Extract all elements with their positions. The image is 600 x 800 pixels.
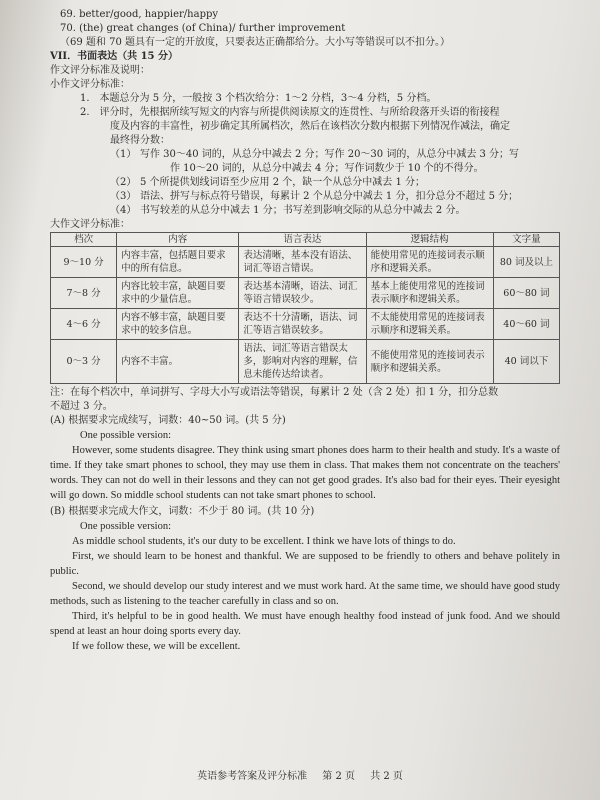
- criteria-sub-1-line-2: 作 10～20 词的，从总分中减去 4 分；写作词数少于 10 个的不得分。: [170, 163, 484, 174]
- criteria-heading: 作文评分标准及说明：: [50, 65, 150, 76]
- essay-a-paragraph: However, some students disagree. They think using smart phones does harm to their health and study. It's a waste of time. If they take smart phones to school, they may use them in class. That makes them not concentrate on the teachers' words. They can not do well in their lessons and they can not get good grades. It's also bad for their eyes. Their eyesight will go down. So middle school students can not take smart phones to school.: [50, 445, 560, 501]
- rubric-cell-language: 表达不十分清晰，语法、词汇等语言错误较多。: [239, 309, 366, 340]
- criteria-item-2-line-1: 2. 评分时，先根据所续写短文的内容与所提供阅读原文的连贯性、与所给段落开头语的衔接程: [80, 107, 500, 118]
- essay-a-version-label: One possible version:: [80, 430, 171, 441]
- footer-title: 英语参考答案及评分标准: [197, 771, 308, 782]
- big-essay-heading: 大作文评分标准：: [50, 219, 130, 230]
- rubric-cell-wordcount: 60～80 词: [493, 278, 559, 309]
- rubric-cell-wordcount: 80 词及以上: [493, 247, 559, 278]
- rubric-cell-language: 语法、词汇等语言错误太多，影响对内容的理解，信息未能传达给读者。: [239, 340, 366, 384]
- criteria-sub-1-text: 写作 30～40 词的，从总分中减去 2 分；写作 20～30 词的，从总分中减去 3 分；写: [140, 149, 520, 160]
- rubric-cell-language: 表达清晰，基本没有语法、词汇等语言错误。: [239, 247, 366, 278]
- rubric-row: [51, 247, 560, 278]
- essay-b-paragraph-2: First, we should learn to be honest and thankful. We are supposed to be friendly to others and behave politely in public.: [50, 551, 560, 577]
- footer-page-total: 共 2 页: [370, 771, 403, 782]
- rubric-header-logic: 逻辑结构: [366, 233, 493, 247]
- page-footer: [0, 770, 600, 784]
- rubric-cell-wordcount: 40～60 词: [493, 309, 559, 340]
- criteria-sub-4: [50, 204, 560, 218]
- deduction-note-line-1: 注：在每个档次中，单词拼写、字母大小写或语法等错误，每累计 2 处（含 2 处）扣 1 分，扣分总数: [50, 387, 499, 398]
- rubric-cell-content: 内容不丰富。: [117, 340, 239, 384]
- rubric-cell-content: 内容丰富，包括题目要求中的所有信息。: [117, 247, 239, 278]
- essay-b-paragraph-5: If we follow these, we will be excellent.: [72, 641, 241, 652]
- rubric-header-language: 语言表达: [239, 233, 366, 247]
- answer-69: 69. better/good, happier/happy: [60, 9, 219, 20]
- small-essay-heading: 小作文评分标准：: [50, 79, 130, 90]
- criteria-item-2-line-3: 最终得分数：: [110, 135, 170, 146]
- section-title: VII．书面表达（共 15 分）: [50, 51, 178, 62]
- rubric-header-wordcount: 文字量: [493, 233, 559, 247]
- rubric-cell-wordcount: 40 词以下: [493, 340, 559, 384]
- rubric-row: [51, 309, 560, 340]
- rubric-cell-level: 7～8 分: [51, 278, 117, 309]
- rubric-table: [50, 232, 560, 384]
- criteria-sub-2-text: 5 个所提供划线词语至少应用 2 个，缺一个从总分中减去 1 分；: [140, 177, 425, 188]
- rubric-row: [51, 340, 560, 384]
- rubric-header-content: 内容: [117, 233, 239, 247]
- rubric-cell-content: 内容比较丰富，缺题目要求中的少量信息。: [117, 278, 239, 309]
- rubric-cell-logic: 不能使用常见的连接词表示顺序和逻辑关系。: [366, 340, 493, 384]
- deduction-note-line-2: 不超过 3 分。: [50, 401, 113, 412]
- essay-b-paragraph-4: Third, it's helpful to be in good health. We must have enough healthy food instead of junk food. And we should spend at least an hour doing sports every day.: [50, 611, 560, 637]
- essay-b-paragraph-3: Second, we should develop our study interest and we must work hard. At the same time, we should have good study methods, such as listening to the teacher carefully in class and so on.: [50, 581, 560, 607]
- essay-b-heading: (B) 根据要求完成大作文，词数：不少于 80 词。(共 10 分): [50, 506, 315, 517]
- criteria-sub-2-number: （2）: [110, 177, 137, 188]
- criteria-sub-3: [50, 190, 560, 204]
- rubric-cell-language: 表达基本清晰，语法、词汇等语言错误较少。: [239, 278, 366, 309]
- rubric-header-level: 档次: [51, 233, 117, 247]
- criteria-sub-2: [50, 176, 560, 190]
- rubric-cell-logic: 能使用常见的连接词表示顺序和逻辑关系。: [366, 247, 493, 278]
- footer-page-number: 第 2 页: [322, 771, 355, 782]
- rubric-header-row: [51, 233, 560, 247]
- criteria-sub-1-number: （1）: [110, 149, 137, 160]
- criteria-item-2-line-2: 度及内容的丰富性，初步确定其所属档次，然后在该档次分数内根据下列情况作减法，确定: [110, 121, 510, 132]
- criteria-item-1: 1. 本题总分为 5 分，一般按 3 个档次给分：1～2 分档，3～4 分档，5 分档。: [80, 93, 437, 104]
- essay-a-heading: (A) 根据要求完成续写，词数：40~50 词。(共 5 分): [50, 415, 286, 426]
- answer-note: （69 题和 70 题具有一定的开放度，只要表达正确都给分。大小写等错误可以不扣分。）: [60, 37, 450, 48]
- rubric-cell-logic: 不太能使用常见的连接词表示顺序和逻辑关系。: [366, 309, 493, 340]
- criteria-sub-4-number: （4）: [110, 205, 137, 216]
- rubric-row: [51, 278, 560, 309]
- rubric-cell-level: 4～6 分: [51, 309, 117, 340]
- rubric-cell-content: 内容不够丰富，缺题目要求中的较多信息。: [117, 309, 239, 340]
- criteria-sub-3-text: 语法、拼写与标点符号错误，每累计 2 个从总分中减去 1 分，扣分总分不超过 5 分；: [140, 191, 519, 202]
- rubric-cell-logic: 基本上能使用常见的连接词表示顺序和逻辑关系。: [366, 278, 493, 309]
- criteria-sub-3-number: （3）: [110, 191, 137, 202]
- essay-b-paragraph-1: As middle school students, it's our duty to be excellent. I think we have lots of things to do.: [72, 536, 456, 547]
- rubric-cell-level: 0～3 分: [51, 340, 117, 384]
- criteria-sub-1-line-1: [50, 148, 560, 162]
- rubric-cell-level: 9～10 分: [51, 247, 117, 278]
- answer-70: 70. (the) great changes (of China)/ further improvement: [60, 23, 346, 34]
- criteria-sub-4-text: 书写较差的从总分中减去 1 分；书写差到影响交际的从总分中减去 2 分。: [140, 205, 466, 216]
- essay-b-version-label: One possible version:: [80, 521, 171, 532]
